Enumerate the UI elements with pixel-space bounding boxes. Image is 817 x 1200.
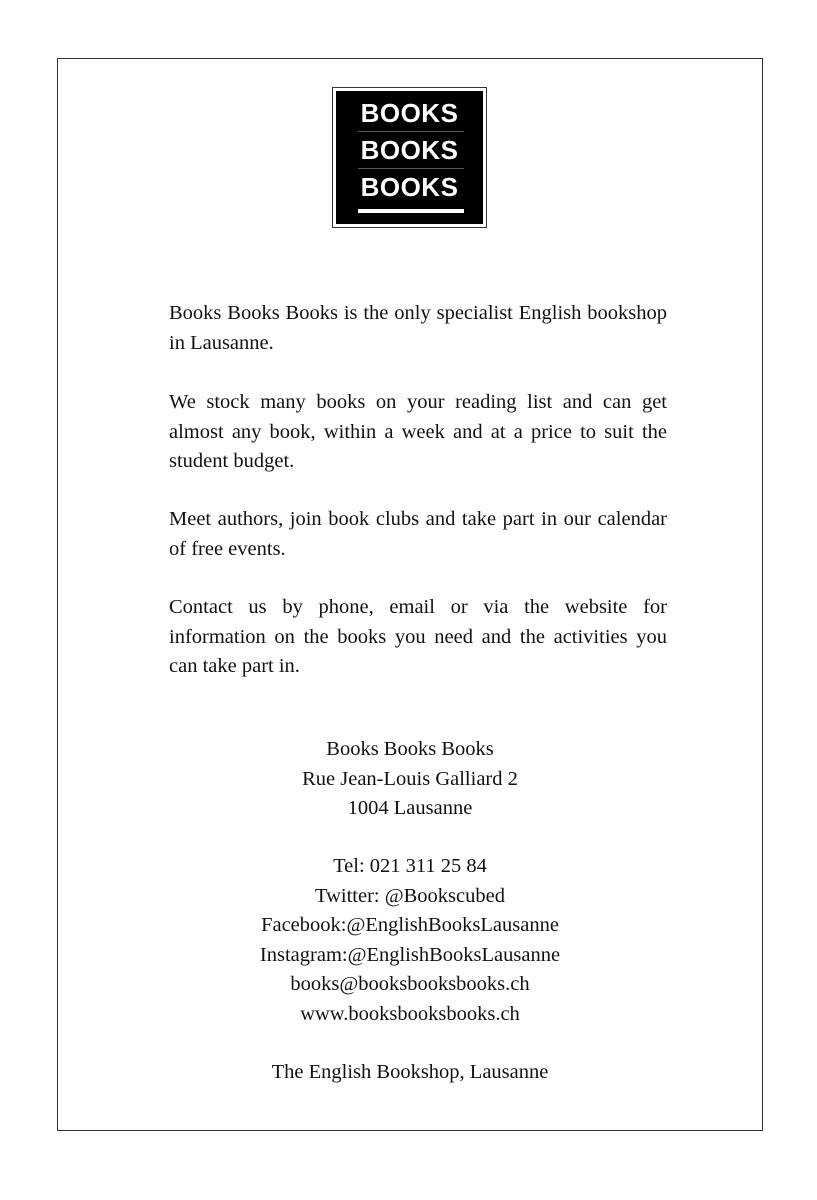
address-city: 1004 Lausanne [347, 797, 473, 819]
logo-block [336, 91, 483, 224]
books-logo [332, 87, 487, 228]
contact-paragraph: Contact us by phone, email or via the website for information on the books you need and the activities you can take part in. [169, 596, 667, 677]
contact-phone: Tel: 021 311 25 84 [333, 855, 487, 877]
events-paragraph: Meet authors, join book clubs and take part in our calendar of free events. [169, 508, 667, 560]
logo-divider-1 [358, 131, 464, 132]
logo-divider-2 [358, 168, 464, 169]
tagline: The English Bookshop, Lausanne [271, 1061, 549, 1083]
intro-paragraph: Books Books Books is the only specialist English bookshop in Lausanne. [169, 302, 667, 354]
contact-email: books@booksbooksbooks.ch [290, 973, 530, 995]
contact-instagram: Instagram:@EnglishBooksLausanne [259, 943, 561, 966]
contact-website: www.booksbooksbooks.ch [300, 1002, 520, 1025]
stock-paragraph: We stock many books on your reading list and can get almost any book, within a week and at a price to suit the student budget. [169, 391, 667, 472]
address-street: Rue Jean-Louis Galliard 2 [302, 767, 518, 790]
contact-twitter: Twitter: @Bookscubed [315, 884, 505, 907]
contact-facebook: Facebook:@EnglishBooksLausanne [261, 914, 559, 936]
logo-underline [358, 209, 464, 213]
logo-word-2: BOOKS [360, 135, 459, 165]
logo-word-3: BOOKS [360, 172, 459, 202]
logo-word-1: BOOKS [360, 98, 459, 128]
address-name: Books Books Books [326, 738, 494, 760]
